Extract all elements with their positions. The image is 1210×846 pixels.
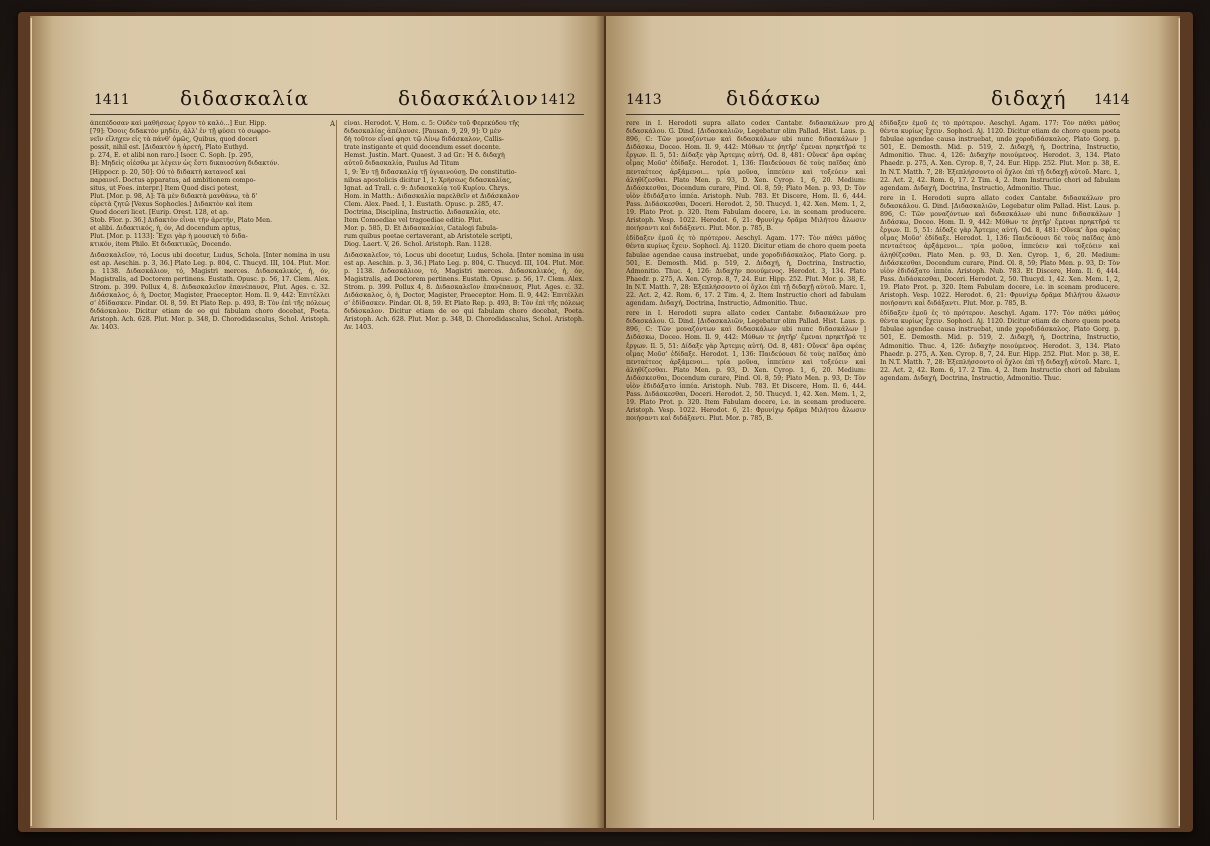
right-col1-body-cont2: rere in I. Herodoti supra allato codex Cantabr. διδασκάλων pro διδασκάλου. G. Dind. [Διδασκαλιῶν, Legebatur olim Pallad. Hist. Laus. p. 896, C: Τῶν μοναζόντων καὶ διδασκάλων ubi nunc διδασκάλων ] Διδάσκω, Doceo. Hom. Il. 9, 442: Μύθων τε ῥητῆρ' ἔμεναι πρηκτῆρά τε ἔργων. Il. 5, 51: Δίδαξε γὰρ Ἄρτεμις αὐτή. Od. 8, 481: Οὕνεκ' ἄρα σφέας οἴμας Μοῦσ' ἐδίδαξε. Herodot. 1, 136: Παιδεύουσι δὲ τοὺς παῖδας ἀπὸ πενταέτεος ἀρξάμενοι... τρία μοῦνα, ἱππεύειν καὶ τοξεύειν καὶ ἀληθίζεσθαι. Plato Men. p. 93, D. Xen. Cyrop. 1, 6, 20. Medium: Διδάσκεσθαι, Docendum curare, Pind. Ol. 8, 59; Plato Men. p. 93, D: Τὸν υἱὸν ἐδιδάξατο ἱππέα. Aristoph. Nub. 783. Et Discere, Hom. Il. 6, 444. Pass. Διδάσκεσθαι, Doceri. Herodot. 2, 50. Thucyd. 1, 42. Xen. Mem. 1, 2, 19. Plato Prot. p. 320. Item Fabulam docere, i.e. in scenam producere. Aristoph. Vesp. 1022. Herodot. 6, 21: Φρυνίχῳ δρᾶμα Μιλήτου ἅλωσιν ποιήσαντι καὶ διδάξαντι. Plut. Mor. p. 785, B. [626, 310, 866, 423]
left-col2-line: nibus apostolicis dicitur 1, 1: Χρήσεως διδασκαλίας, [344, 176, 512, 184]
left-col2-line: 1, 9: Ἐν τῇ διδασκαλίᾳ τῇ ὑγιαινούσῃ. De constitutio- [344, 168, 517, 176]
left-column-divider [336, 120, 337, 820]
left-col2-body: Διδασκαλεῖον, τό, Locus ubi docetur, Ludus, Schola. [Inter nomina in usu est ap. Aeschin. p. 3, 36.] Plato Leg. p. 804, C. Thucyd. III, 104. Plut. Mor. p. 1138. Διδασκάλιον, τό, Magistri merces. Διδασκαλικός, ἡ, όν, Magistralis, ad Doctorem pertinens. Eustath. Opusc. p. 56, 17. Clem. Alex. Strom. p. 399. Pollux 4, 8. Διδασκαλεῖον ἐπανέπαυσε, Plut. Ages. c. 32. Διδάσκαλος, ὁ, ἡ, Doctor, Magister, Praeceptor. Hom. Il. 9, 442: Ἐπιτέλλει σ' ἐδίδασκεν. Pindar. Ol. 8, 59. Et Plato Rep. p. 493, B: Τὸν ἐπὶ τῆς πόλεως διδάσκαλον. Dicitur etiam de eo qui fabulam choro docebat, Poeta. Aristoph. Ach. 628. Plut. Mor. p. 348, D. Chorodidascalus, Schol. Aristoph. Av. 1403. [344, 251, 584, 332]
right-column-1 [626, 120, 866, 828]
left-col1-line: κτικόν, item Philo. Et διδακτικῶς, Docendo. [90, 241, 232, 249]
left-page-headword-a: διδασκαλία [180, 86, 310, 110]
left-col1-line: p. 274, E. et alibi non raro.] Isocr. C. Soph. [p. 295, [90, 152, 254, 160]
right-page-number-a: 1413 [626, 92, 662, 108]
left-col2-line: διδασκαλίας ἀπέλαυσε. [Pausan. 9, 29, 9]: Ὁ μὲν [344, 128, 501, 136]
page-edges-right [1178, 18, 1180, 826]
left-col1-line: [79]: Ὅσοις διδακτὸν μηδέν, ἀλλ' ἐν τῇ φύσει τὸ σωφρο- [90, 128, 271, 136]
right-col2-body-cont2: ἐδίδαξεν ἐμοῦ ἐς τὸ πρότερον. Aeschyl. Agam. 177: Τὸν πάθει μάθος θέντα κυρίως ἔχειν. Sophocl. Aj. 1120. Dicitur etiam de choro quem poeta fabulae agendae causa instruebat, unde χοροδιδάσκαλος. Plato Gorg. p. 501, E. Demosth. Mid. p. 519, 2. Διδαχή, ἡ, Doctrina, Instructio, Admonitio. Thuc. 4, 126: Διδαχὴν ποιούμενος. Herodot. 3, 134. Plato Phaedr. p. 275, A. Xen. Cyrop. 8, 7, 24. Eur. Hipp. 252. Plut. Mor. p. 38, E. In N.T. Matth. 7, 28: Ἐξεπλήσσοντο οἱ ὄχλοι ἐπὶ τῇ διδαχῇ αὐτοῦ. Marc. 1, 22. Act. 2, 42. Rom. 6, 17. 2 Tim. 4, 2. Item Instructio chori ad fabulam agendam. Διδαχή, Doctrina, Instructio, Admonitio. Thuc. [880, 310, 1120, 382]
right-page-number-b: 1414 [1094, 92, 1130, 108]
left-col1-line: Plut. [Mor. p. 98, A]: Τὰ μὲν διδακτὰ μανθάνω, τὰ δ' [90, 192, 258, 200]
left-col1-line: εὑρετὰ ζητῶ [Vexus Sophocles.] Διδακτὸν καὶ item [90, 200, 253, 208]
left-header-rule [90, 114, 584, 115]
left-column-2 [344, 120, 584, 828]
right-page [606, 16, 1180, 828]
left-col1-line: [Hippocr. p. 20, 50]: Οὐ τὸ διδακτὴ κατανοεῖ καὶ [90, 168, 247, 176]
right-col2-body: ἐδίδαξεν ἐμοῦ ἐς τὸ πρότερον. Aeschyl. Agam. 177: Τὸν πάθει μάθος θέντα κυρίως ἔχειν. Sophocl. Aj. 1120. Dicitur etiam de choro quem poeta fabulae agendae causa instruebat, unde χοροδιδάσκαλος. Plato Gorg. p. 501, E. Demosth. Mid. p. 519, 2. Διδαχή, ἡ, Doctrina, Instructio, Admonitio. Thuc. 4, 126: Διδαχὴν ποιούμενος. Herodot. 3, 134. Plato Phaedr. p. 275, A. Xen. Cyrop. 8, 7, 24. Eur. Hipp. 252. Plut. Mor. p. 38, E. In N.T. Matth. 7, 28: Ἐξεπλήσσοντο οἱ ὄχλοι ἐπὶ τῇ διδαχῇ αὐτοῦ. Marc. 1, 22. Act. 2, 42. Rom. 6, 17. 2 Tim. 4, 2. Item Instructio chori ad fabulam agendam. Διδαχή, Doctrina, Instructio, Admonitio. Thuc. [880, 120, 1120, 192]
right-col1-body: rere in I. Herodoti supra allato codex Cantabr. διδασκάλων pro διδασκάλου. G. Dind. [Διδασκαλιῶν, Legebatur olim Pallad. Hist. Laus. p. 896, C: Τῶν μοναζόντων καὶ διδασκάλων ubi nunc διδασκάλων ] Διδάσκω, Doceo. Hom. Il. 9, 442: Μύθων τε ῥητῆρ' ἔμεναι πρηκτῆρά τε ἔργων. Il. 5, 51: Δίδαξε γὰρ Ἄρτεμις αὐτή. Od. 8, 481: Οὕνεκ' ἄρα σφέας οἴμας Μοῦσ' ἐδίδαξε. Herodot. 1, 136: Παιδεύουσι δὲ τοὺς παῖδας ἀπὸ πενταέτεος ἀρξάμενοι... τρία μοῦνα, ἱππεύειν καὶ τοξεύειν καὶ ἀληθίζεσθαι. Plato Men. p. 93, D. Xen. Cyrop. 1, 6, 20. Medium: Διδάσκεσθαι, Docendum curare, Pind. Ol. 8, 59; Plato Men. p. 93, D: Τὸν υἱὸν ἐδιδάξατο ἱππέα. Aristoph. Nub. 783. Et Discere, Hom. Il. 6, 444. Pass. Διδάσκεσθαι, Doceri. Herodot. 2, 50. Thucyd. 1, 42. Xen. Mem. 1, 2, 19. Plato Prot. p. 320. Item Fabulam docere, i.e. in scenam producere. Aristoph. Vesp. 1022. Herodot. 6, 21: Φρυνίχῳ δρᾶμα Μιλήτου ἅλωσιν ποιήσαντι καὶ διδάξαντι. Plut. Mor. p. 785, B. [626, 120, 866, 233]
left-col2-line: Mor. p. 585, D. Et Διδασκαλίαι, Catalogi fabula- [344, 225, 499, 233]
left-col2-line: Clem. Alex. Paed. I, 1. Eustath. Opusc. p. 285, 47. [344, 200, 504, 208]
left-col1-line: ἀπεπέδοσαν καὶ μαθήσεως ἔργον τὸ καλὸ...] Eur. Hipp. [90, 120, 267, 127]
left-col1-line: et alibi. Διδακτικός, ἡ, όν, Ad docendum aptus, [90, 225, 242, 233]
left-page-number-b: 1412 [540, 92, 576, 108]
left-col2-line: δὴ τοῦτον εἶναί φησι τῷ Λίνῳ διδάσκαλον, Callis- [344, 136, 504, 144]
left-col2-line: Item Comoediae vel tragoediae editio. Plut. [344, 217, 483, 225]
left-col2-line: Ignat. ad Trall. c. 9: Διδασκαλίᾳ τοῦ Κυρίου. Chrys. [344, 184, 510, 192]
left-col1-line: B]: Μηδεὶς οἰέσθω με λέγειν ὡς ἔστι δικαιοσύνη διδακτόν. [90, 160, 280, 168]
right-page-headword-a: διδάσκω [726, 86, 821, 110]
left-col1-body: Διδασκαλεῖον, τό, Locus ubi docetur, Ludus, Schola. [Inter nomina in usu est ap. Aeschin. p. 3, 36.] Plato Leg. p. 804, C. Thucyd. III, 104. Plut. Mor. p. 1138. Διδασκάλιον, τό, Magistri merces. Διδασκαλικός, ἡ, όν, Magistralis, ad Doctorem pertinens. Eustath. Opusc. p. 56, 17. Clem. Alex. Strom. p. 399. Pollux 4, 8. Διδασκαλεῖον ἐπανέπαυσε, Plut. Ages. c. 32. Διδάσκαλος, ὁ, ἡ, Doctor, Magister, Praeceptor. Hom. Il. 9, 442: Ἐπιτέλλει σ' ἐδίδασκεν. Pindar. Ol. 8, 59. Et Plato Rep. p. 493, B: Τὸν ἐπὶ τῆς πόλεως διδάσκαλον. Dicitur etiam de eo qui fabulam choro docebat, Poeta. Aristoph. Ach. 628. Plut. Mor. p. 348, D. Chorodidascalus, Schol. Aristoph. Av. 1403. [90, 251, 330, 332]
right-column-2 [880, 120, 1120, 828]
left-col2-line: trate instigante et quid docendum esset docente. [344, 144, 501, 152]
right-column-divider [873, 120, 874, 820]
left-page-headword-b: διδασκάλιον [398, 86, 539, 110]
left-col2-line: αὐτοῦ διδασκαλία, Paulus Ad Titum [344, 160, 460, 168]
page-edges-left [30, 18, 32, 826]
left-col1-line: situs, ut Foes. interpr.] Item Quod disci potest, [90, 184, 239, 192]
left-col2-line: rum quibus poetae certaverant, ab Aristotele scripti, [344, 233, 513, 241]
left-col1-line: νεῖν εἴληχεν εἰς τὰ πάνθ' ὁμῶς, Quibus, quod doceri [90, 136, 258, 144]
left-page-number-a: 1411 [94, 92, 130, 108]
right-col1-body-cont: ἐδίδαξεν ἐμοῦ ἐς τὸ πρότερον. Aeschyl. Agam. 177: Τὸν πάθει μάθος θέντα κυρίως ἔχειν. Sophocl. Aj. 1120. Dicitur etiam de choro quem poeta fabulae agendae causa instruebat, unde χοροδιδάσκαλος. Plato Gorg. p. 501, E. Demosth. Mid. p. 519, 2. Διδαχή, ἡ, Doctrina, Instructio, Admonitio. Thuc. 4, 126: Διδαχὴν ποιούμενος. Herodot. 3, 134. Plato Phaedr. p. 275, A. Xen. Cyrop. 8, 7, 24. Eur. Hipp. 252. Plut. Mor. p. 38, E. In N.T. Matth. 7, 28: Ἐξεπλήσσοντο οἱ ὄχλοι ἐπὶ τῇ διδαχῇ αὐτοῦ. Marc. 1, 22. Act. 2, 42. Rom. 6, 17. 2 Tim. 4, 2. Item Instructio chori ad fabulam agendam. Διδαχή, Doctrina, Instructio, Admonitio. Thuc. [626, 235, 866, 308]
left-section-marker: A [330, 120, 336, 128]
left-col2-line: Hom. in Matth.: Διδασκαλία παρελθεῖν et Διδάσκαλον [344, 192, 520, 200]
left-col1-line: Stob. Flor. p. 36.] Διδακτὸν εἶναι τὴν ἀρετήν, Plato Men. [90, 217, 273, 225]
left-col1-line: Quod doceri licet. [Eurip. Orest. 128, et ap. [90, 209, 229, 217]
left-col1-line: Plut. [Mor. p. 1133]: Ἔχει γὰρ ἡ μουσικὴ τὸ διδα- [90, 233, 248, 241]
right-page-headword-b: διδαχή [991, 86, 1067, 110]
left-col2-line: εἶναι. Herodot. V, Hom. c. 5: Οὐδὲν τοῦ Φερεκύδου τῆς [344, 120, 520, 127]
right-section-marker: A [868, 120, 874, 128]
open-book [30, 16, 1180, 828]
left-col2-line: Doctrina, Disciplina, Instructio. Διδασκαλία, etc. [344, 209, 501, 217]
left-page-header [30, 86, 604, 112]
left-col2-line: Hemst. Justin. Mart. Quaest. 3 ad Gr.: Ἡ δ. διδαχὴ [344, 152, 505, 160]
right-col2-body-cont: rere in I. Herodoti supra allato codex Cantabr. διδασκάλων pro διδασκάλου. G. Dind. [Διδασκαλιῶν, Legebatur olim Pallad. Hist. Laus. p. 896, C: Τῶν μοναζόντων καὶ διδασκάλων ubi nunc διδασκάλων ] Διδάσκω, Doceo. Hom. Il. 9, 442: Μύθων τε ῥητῆρ' ἔμεναι πρηκτῆρά τε ἔργων. Il. 5, 51: Δίδαξε γὰρ Ἄρτεμις αὐτή. Od. 8, 481: Οὕνεκ' ἄρα σφέας οἴμας Μοῦσ' ἐδίδαξε. Herodot. 1, 136: Παιδεύουσι δὲ τοὺς παῖδας ἀπὸ πενταέτεος ἀρξάμενοι... τρία μοῦνα, ἱππεύειν καὶ τοξεύειν καὶ ἀληθίζεσθαι. Plato Men. p. 93, D. Xen. Cyrop. 1, 6, 20. Medium: Διδάσκεσθαι, Docendum curare, Pind. Ol. 8, 59; Plato Men. p. 93, D: Τὸν υἱὸν ἐδιδάξατο ἱππέα. Aristoph. Nub. 783. Et Discere, Hom. Il. 6, 444. Pass. Διδάσκεσθαι, Doceri. Herodot. 2, 50. Thucyd. 1, 42. Xen. Mem. 1, 2, 19. Plato Prot. p. 320. Item Fabulam docere, i.e. in scenam producere. Aristoph. Vesp. 1022. Herodot. 6, 21: Φρυνίχῳ δρᾶμα Μιλήτου ἅλωσιν ποιήσαντι καὶ διδάξαντι. Plut. Mor. p. 785, B. [880, 194, 1120, 308]
left-column-1 [90, 120, 330, 828]
left-page [30, 16, 604, 828]
left-col1-line: παραινεῖ. Doctus apparatus, ad ambitionem compo- [90, 176, 256, 184]
left-col1-line: possit, nihil est. [Διδακτὸν ἡ ἀρετή, Plato Euthyd. [90, 144, 249, 152]
right-header-rule [626, 114, 1120, 115]
left-col2-line: Diog. Laert. V, 26. Schol. Aristoph. Ran. 1128. [344, 241, 492, 249]
right-page-header [606, 86, 1180, 112]
